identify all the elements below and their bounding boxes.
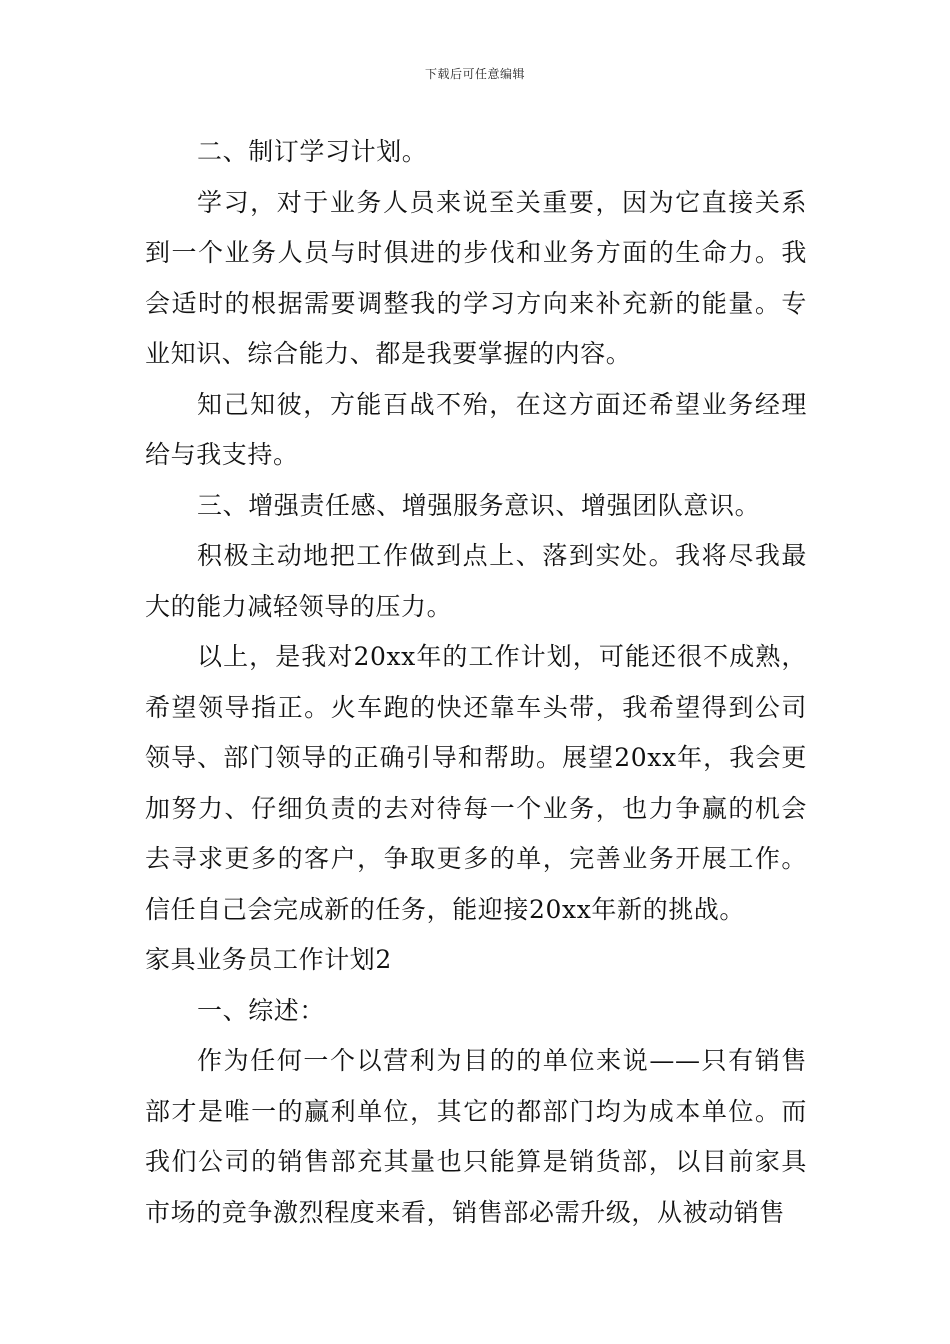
paragraph-sales-department: 作为任何一个以营利为目的的单位来说——只有销售部才是唯一的赢利单位，其它的都部门均为成本单位。而我们公司的销售部充其量也只能算是销货部，以目前家具市场的竞争激烈程度来看，销售部必需升级，从被动销售	[145, 1046, 807, 1227]
paragraph-study-importance: 学习，对于业务人员来说至关重要，因为它直接关系到一个业务人员与时俱进的步伐和业务方面的生命力。我会适时的根据需要调整我的学习方向来补充新的能量。专业知识、综合能力、都是我要掌握的内容。	[145, 187, 807, 368]
paragraph-know-yourself: 知己知彼，方能百战不殆，在这方面还希望业务经理给与我支持。	[145, 389, 807, 469]
document-body	[145, 127, 807, 1238]
document-title-plan-2: 家具业务员工作计划2	[145, 945, 392, 974]
paragraph-plan-summary: 以上，是我对20xx年的工作计划，可能还很不成熟，希望领导指正。火车跑的快还靠车头带，我希望得到公司领导、部门领导的正确引导和帮助。展望20xx年，我会更加努力、仔细负责的去对待每一个业务，也力争赢的机会去寻求更多的客户，争取更多的单，完善业务开展工作。信任自己会完成新的任务，能迎接20xx年新的挑战。	[145, 642, 807, 924]
section-heading-overview: 一、综述：	[197, 995, 326, 1025]
page-header-note: 下载后可任意编辑	[424, 67, 525, 81]
section-heading-responsibility: 三、增强责任感、增强服务意识、增强团队意识。	[197, 490, 761, 520]
paragraph-proactive-work: 积极主动地把工作做到点上、落到实处。我将尽我最大的能力减轻领导的压力。	[145, 541, 807, 621]
section-heading-study-plan: 二、制订学习计划。	[197, 137, 428, 166]
